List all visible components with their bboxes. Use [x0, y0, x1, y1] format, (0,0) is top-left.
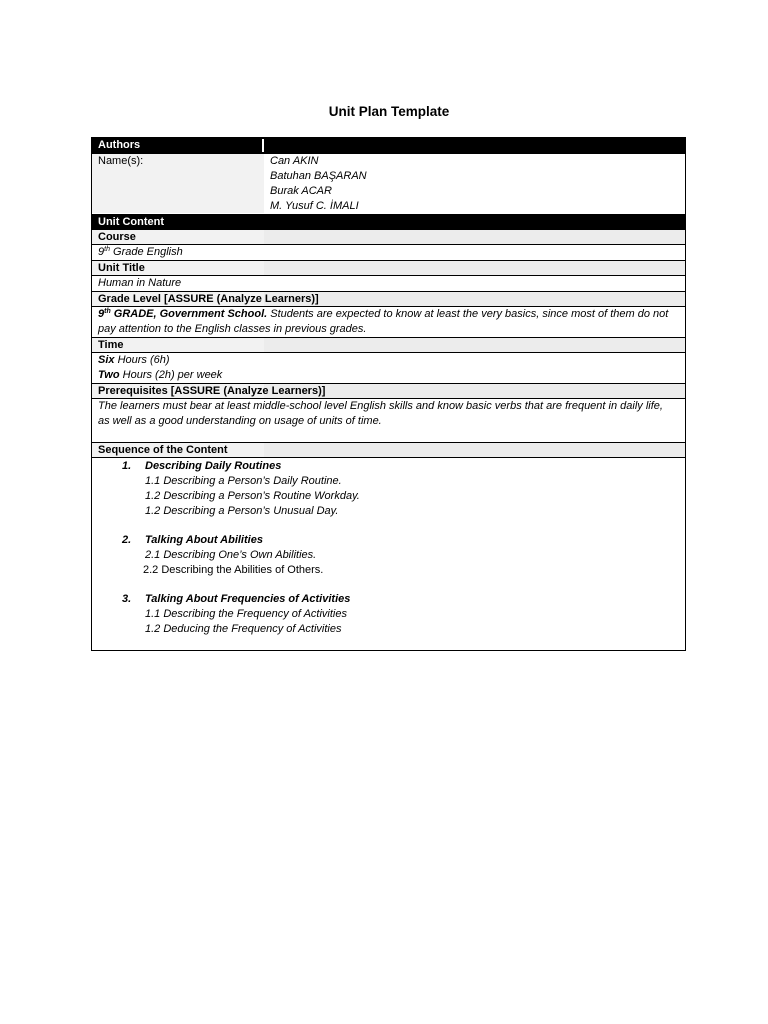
unit-title-label-text: Unit Title	[98, 262, 145, 274]
author-name: M. Yusuf C. İMALI	[270, 200, 359, 212]
names-list	[264, 154, 367, 214]
prerequisites-label-text: Prerequisites [ASSURE (Analyze Learners)]	[98, 385, 326, 397]
sequence-number: 1.	[122, 460, 132, 472]
grade-bold: GRADE, Government School.	[110, 308, 268, 320]
prerequisites-value: The learners must bear at least middle-school level English skills and know basic verbs that are frequent in daily life, as well as a good understanding on usage of units of time.	[92, 398, 685, 442]
sequence-title: Talking About Abilities	[145, 534, 263, 546]
author-name: Burak ACAR	[270, 185, 332, 197]
names-label: Name(s):	[92, 154, 264, 213]
sequence-subitem: 1.2 Describing a Person’s Unusual Day.	[145, 505, 339, 517]
grade-level-label-text: Grade Level [ASSURE (Analyze Learners)]	[98, 293, 319, 305]
sequence-subitem: 1.2 Deducing the Frequency of Activities	[145, 623, 342, 635]
sequence-label	[92, 442, 685, 457]
unit-title-value: Human in Nature	[92, 275, 685, 291]
sequence-title: Talking About Frequencies of Activities	[145, 593, 351, 605]
author-name: Can AKIN	[270, 155, 319, 167]
grade-level-label	[92, 291, 685, 306]
course-text: Grade English	[109, 246, 183, 258]
grade-text: Students are expected to know at least the very basics, since most of them do not pay attention to the English classes in previous grades.	[98, 308, 669, 335]
prerequisites-label	[92, 383, 685, 398]
time-line2-rest: Hours (2h) per week	[119, 369, 223, 381]
grade-level-value	[92, 306, 685, 337]
sequence-title: Describing Daily Routines	[145, 460, 282, 472]
time-label	[92, 337, 685, 352]
time-line2-bold: Two	[98, 369, 120, 381]
sequence-subitem: 2.1 Describing One’s Own Abilities.	[145, 549, 317, 561]
unit-content-label: Unit Content	[98, 216, 164, 228]
course-value	[92, 244, 685, 260]
sequence-subitem: 1.1 Describing a Person’s Daily Routine.	[145, 475, 342, 487]
unit-title-label	[92, 260, 685, 275]
sequence-content	[92, 457, 685, 650]
authors-header	[92, 138, 685, 153]
authors-row	[92, 153, 685, 214]
time-label-text: Time	[98, 339, 124, 351]
author-name: Batuhan BAŞARAN	[270, 170, 367, 182]
time-line1-rest: Hours (6h)	[114, 354, 170, 366]
sequence-label-text: Sequence of the Content	[98, 444, 228, 456]
unit-content-header	[92, 214, 685, 229]
sequence-subitem: 1.1 Describing the Frequency of Activities	[145, 608, 347, 620]
time-line1-bold: Six	[98, 354, 115, 366]
course-sup: th	[104, 246, 110, 253]
sequence-subitem: 2.2 Describing the Abilities of Others.	[143, 564, 324, 576]
grade-sup: th	[104, 308, 111, 315]
sequence-number: 2.	[122, 534, 132, 546]
page-title: Unit Plan Template	[328, 104, 450, 119]
sequence-subitem: 1.2 Describing a Person’s Routine Workday.	[145, 490, 360, 502]
sequence-number: 3.	[122, 593, 132, 605]
course-number: 9	[98, 246, 105, 258]
header-divider	[262, 139, 264, 152]
unit-plan-table	[91, 137, 686, 651]
authors-header-label: Authors	[98, 139, 141, 151]
grade-number: 9	[98, 308, 105, 320]
course-label-text: Course	[98, 231, 136, 243]
course-label	[92, 229, 685, 244]
time-value	[92, 352, 685, 383]
